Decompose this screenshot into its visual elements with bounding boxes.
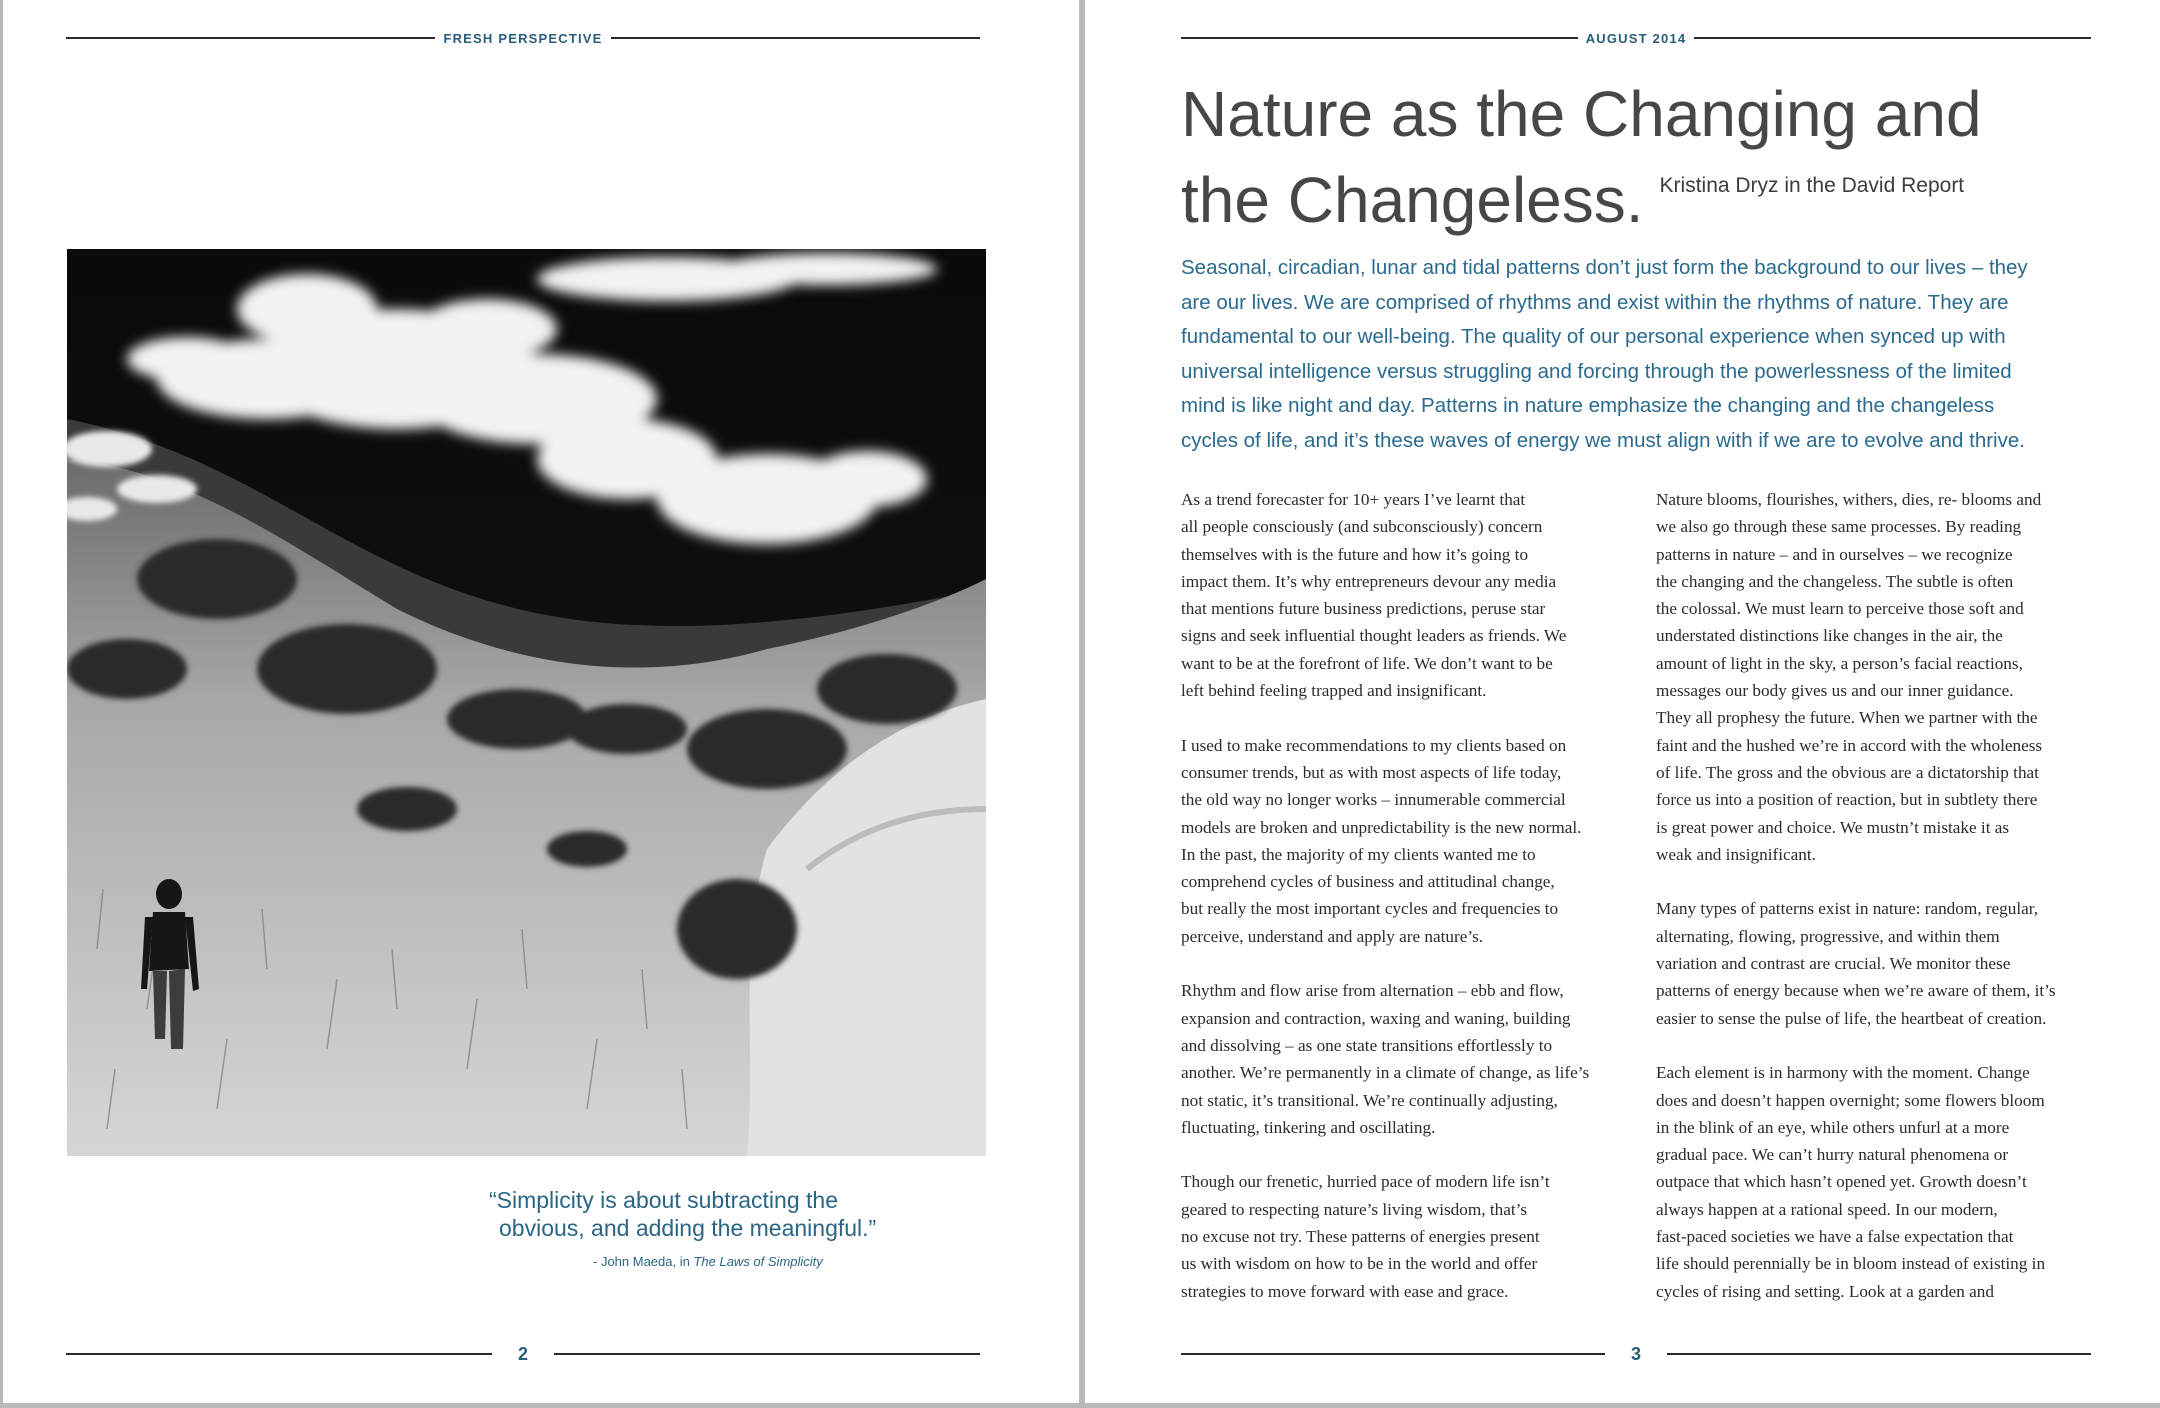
header-rule xyxy=(611,37,980,39)
paragraph xyxy=(1181,1168,1631,1304)
body-line: the colossal. We must learn to perceive those soft and xyxy=(1656,599,2024,619)
byline: Kristina Dryz in the David Report xyxy=(1659,174,1965,197)
paragraph xyxy=(1656,1059,2106,1305)
section-label: FRESH PERSPECTIVE xyxy=(443,30,603,46)
body-line: we also go through these same processes. By reading xyxy=(1656,517,2022,537)
paragraph xyxy=(1181,977,1631,1141)
body-line: I used to make recommendations to my clients based on xyxy=(1181,735,1567,755)
body-line: amount of light in the sky, a person’s facial reactions, xyxy=(1656,653,2023,673)
body-line: strategies to move forward with ease and grace. xyxy=(1181,1281,1509,1301)
header-rule xyxy=(1181,37,1578,39)
body-line: not static, it’s transitional. We’re continually adjusting, xyxy=(1181,1090,1558,1110)
quote-line-2: obvious, and adding the meaningful.” xyxy=(499,1215,877,1241)
body-line: cycles of rising and setting. Look at a garden and xyxy=(1656,1281,1994,1301)
left-page-footer xyxy=(66,1338,980,1370)
title-line-1: Nature as the Changing and xyxy=(1181,78,1982,150)
right-page-footer xyxy=(1181,1338,2091,1370)
article-title xyxy=(1181,78,2101,236)
right-running-header xyxy=(1181,24,2091,52)
lede-line: fundamental to our well-being. The quality of our personal experience when synced up with xyxy=(1181,325,2006,348)
paragraph xyxy=(1656,895,2106,1031)
body-line: understated distinctions like changes in the air, the xyxy=(1656,626,2003,646)
body-line: messages our body gives us and our inner guidance. xyxy=(1656,681,2014,701)
body-line: patterns in nature – and in ourselves – we recognize xyxy=(1656,544,2013,564)
attribution-title: The Laws of Simplicity xyxy=(693,1254,823,1269)
right-page xyxy=(1085,0,2160,1403)
body-line: They all prophesy the future. When we partner with the xyxy=(1656,708,2038,728)
left-running-header xyxy=(66,24,980,52)
page-number: 2 xyxy=(518,1343,529,1364)
body-line: themselves with is the future and how it’s going to xyxy=(1181,544,1529,564)
body-line: the old way no longer works – innumerable commercial xyxy=(1181,790,1566,810)
body-line: faint and the hushed we’re in accord with the wholeness xyxy=(1656,735,2043,755)
body-line: Rhythm and flow arise from alternation – ebb and flow, xyxy=(1181,981,1564,1001)
body-line: that mentions future business predictions, peruse star xyxy=(1181,599,1546,619)
title-line-2: the Changeless. xyxy=(1181,164,1644,236)
body-line: signs and seek influential thought leaders as friends. We xyxy=(1181,626,1567,646)
landscape-photo xyxy=(67,249,986,1156)
body-line: does and doesn’t happen overnight; some flowers bloom xyxy=(1656,1090,2045,1110)
page-number: 3 xyxy=(1631,1343,1642,1364)
body-line: patterns of energy because when we’re aware of them, it’s xyxy=(1656,981,2056,1001)
body-line: gradual pace. We can’t hurry natural phenomena or xyxy=(1656,1145,2009,1165)
body-line: geared to respecting nature’s living wisdom, that’s xyxy=(1181,1199,1528,1219)
body-line: all people consciously (and subconsciously) concern xyxy=(1181,517,1543,537)
photo-image xyxy=(67,249,986,1156)
left-page xyxy=(3,0,1079,1403)
body-line: alternating, flowing, progressive, and within them xyxy=(1656,926,2000,946)
lede-line: mind is like night and day. Patterns in nature emphasize the changing and the changeless xyxy=(1181,394,1995,417)
body-line: variation and contrast are crucial. We monitor these xyxy=(1656,954,2011,974)
issue-date-label: AUGUST 2014 xyxy=(1585,30,1687,46)
body-line: in the blink of an eye, while others unfurl at a more xyxy=(1656,1117,2010,1137)
body-line: is great power and choice. We mustn’t mistake it as xyxy=(1656,817,2010,837)
body-line: Each element is in harmony with the moment. Change xyxy=(1656,1063,2030,1083)
body-column-1 xyxy=(1181,486,1631,1332)
lede-line: are our lives. We are comprised of rhythms and exist within the rhythms of nature. They are xyxy=(1181,290,2009,314)
lede-line: universal intelligence versus struggling and forcing through the powerlessness of the limited xyxy=(1181,359,2012,383)
body-line: perceive, understand and apply are nature’s. xyxy=(1181,926,1484,946)
lede-line: cycles of life, and it’s these waves of energy we must align with if we are to evolve and thrive. xyxy=(1181,428,2025,452)
title-line-2-wrap xyxy=(1181,150,2101,236)
body-line: force us into a position of reaction, but in subtlety there xyxy=(1656,790,2038,810)
body-line: As a trend forecaster for 10+ years I’ve learnt that xyxy=(1181,490,1526,509)
header-rule xyxy=(1694,37,2091,39)
body-line: us with wisdom on how to be in the world and offer xyxy=(1181,1254,1538,1274)
body-line: life should perennially be in bloom instead of existing in xyxy=(1656,1254,2046,1274)
quote-attribution xyxy=(403,1254,963,1269)
body-line: Though our frenetic, hurried pace of modern life isn’t xyxy=(1181,1172,1550,1192)
footer-rule xyxy=(1181,1353,1605,1355)
body-line: left behind feeling trapped and insignificant. xyxy=(1181,681,1487,701)
body-line: but really the most important cycles and frequencies to xyxy=(1181,899,1559,919)
body-line: no excuse not try. These patterns of energies present xyxy=(1181,1227,1540,1247)
footer-rule xyxy=(66,1353,492,1355)
paragraph xyxy=(1656,486,2106,868)
body-line: outpace that which hasn’t opened yet. Growth doesn’t xyxy=(1656,1172,2027,1192)
body-line: fast-paced societies we have a false expectation that xyxy=(1656,1227,2014,1247)
body-line: another. We’re permanently in a climate of change, as life’s xyxy=(1181,1063,1590,1083)
pull-quote xyxy=(403,1186,963,1269)
footer-rule xyxy=(554,1353,980,1355)
paragraph xyxy=(1181,732,1631,950)
attribution-prefix: - John Maeda, in xyxy=(593,1254,694,1269)
body-line: consumer trends, but as with most aspects of life today, xyxy=(1181,762,1562,782)
body-line: easier to sense the pulse of life, the heartbeat of creation. xyxy=(1656,1008,2047,1028)
body-line: the changing and the changeless. The subtle is often xyxy=(1656,571,2014,591)
body-line: weak and insignificant. xyxy=(1656,844,1816,864)
body-column-2 xyxy=(1656,486,2106,1332)
body-line: Nature blooms, flourishes, withers, dies, re- blooms and xyxy=(1656,490,2042,509)
quote-line-1: “Simplicity is about subtracting the xyxy=(489,1187,838,1213)
body-line: and dissolving – as one state transitions effortlessly to xyxy=(1181,1035,1553,1055)
body-line: expansion and contraction, waxing and waning, building xyxy=(1181,1008,1571,1028)
body-line: impact them. It’s why entrepreneurs devour any media xyxy=(1181,571,1557,591)
body-line: In the past, the majority of my clients wanted me to xyxy=(1181,844,1536,864)
lede-paragraph xyxy=(1181,251,2101,458)
footer-rule xyxy=(1667,1353,2091,1355)
body-line: comprehend cycles of business and attitudinal change, xyxy=(1181,872,1555,892)
body-line: of life. The gross and the obvious are a dictatorship that xyxy=(1656,762,2039,782)
body-line: models are broken and unpredictability is the new normal. xyxy=(1181,817,1582,837)
body-line: want to be at the forefront of life. We don’t want to be xyxy=(1181,653,1553,673)
header-rule xyxy=(66,37,435,39)
body-line: Many types of patterns exist in nature: random, regular, xyxy=(1656,899,2039,919)
body-line: fluctuating, tinkering and oscillating. xyxy=(1181,1117,1436,1137)
lede-line: Seasonal, circadian, lunar and tidal patterns don’t just form the background to our lives – they xyxy=(1181,256,2028,279)
body-line: always happen at a rational speed. In our modern, xyxy=(1656,1199,1998,1219)
paragraph xyxy=(1181,486,1631,704)
